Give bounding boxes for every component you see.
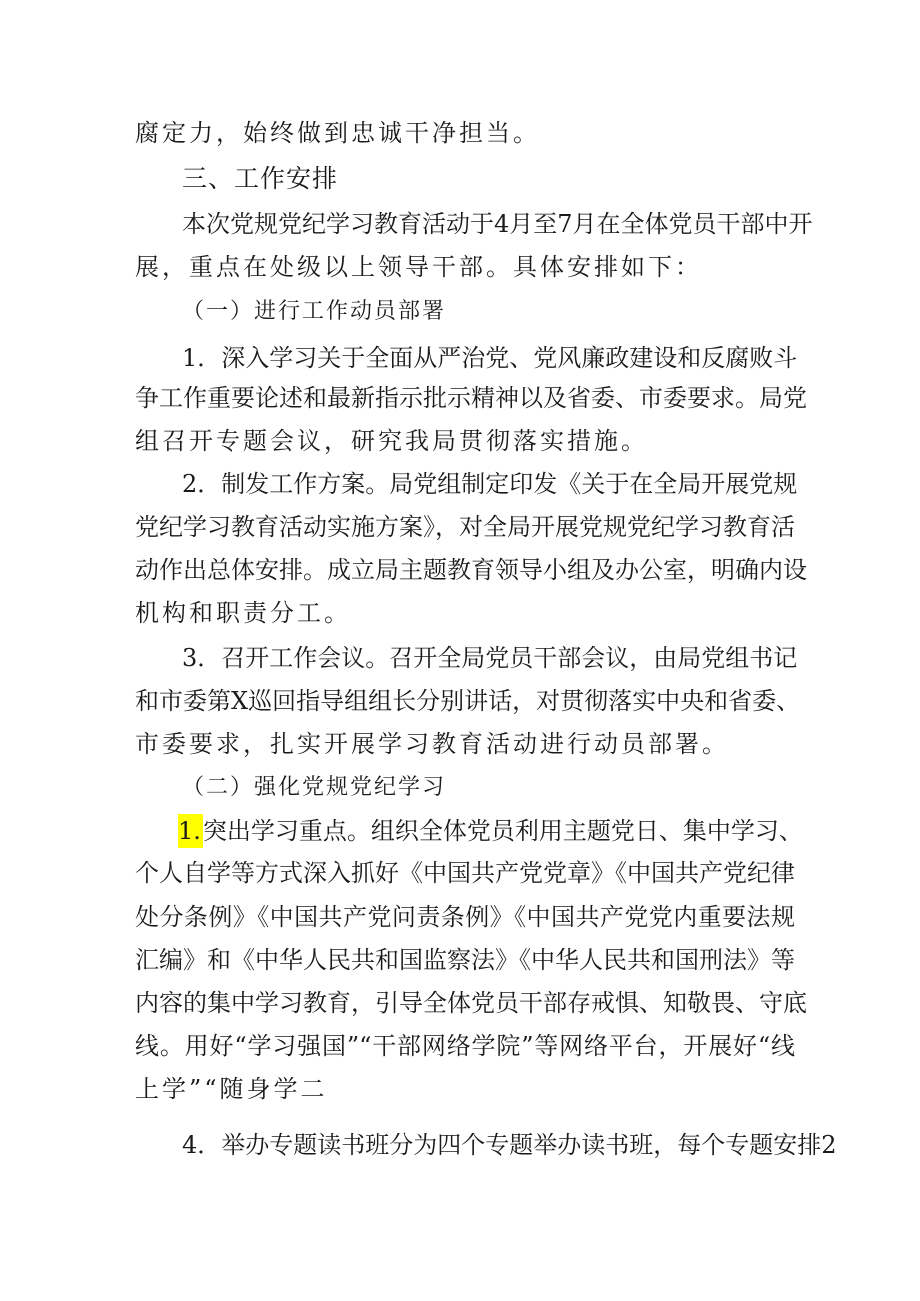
paragraph-line: 内容的集中学习教育，引导全体党员干部存戒惧、知敬畏、守底 — [135, 989, 807, 1017]
paragraph-line: 组召开专题会议，研究我局贯彻落实措施。 — [135, 427, 648, 455]
paragraph-line: 4．举办专题读书班分为四个专题举办读书班，每个专题安排2 — [182, 1131, 837, 1159]
paragraph-line: 汇编》和《中华人民共和国监察法》《中华人民共和国刑法》等 — [135, 946, 795, 974]
paragraph-line: 3．召开工作会议。召开全局党员干部会议，由局党组书记 — [182, 644, 798, 672]
paragraph-line: 机构和职责分工。 — [135, 599, 351, 627]
paragraph-line-first — [178, 814, 803, 848]
paragraph-line: 动作出总体安排。成立局主题教育领导小组及办公室，明确内设 — [135, 556, 807, 584]
paragraph-line: 1．深入学习关于全面从严治党、党风廉政建设和反腐败斗 — [182, 344, 798, 372]
paragraph-line: 腐定力，始终做到忠诚干净担当。 — [135, 119, 540, 147]
paragraph-line: 本次党规党纪学习教育活动于4月至7月在全体党员干部中开 — [182, 210, 813, 238]
subsection-heading: （一）进行工作动员部署 — [182, 299, 447, 324]
paragraph-line: 处分条例》《中国共产党问责条例》《中国共产党党内重要法规 — [135, 903, 795, 931]
highlighted-item-number: 1. — [178, 814, 203, 848]
paragraph-line: 个人自学等方式深入抓好《中国共产党党章》《中国共产党纪律 — [135, 859, 795, 887]
paragraph-line: 争工作重要论述和最新指示批示精神以及省委、市委要求。局党 — [135, 384, 807, 412]
paragraph-line: 上学”“随身学二 — [135, 1075, 328, 1103]
subsection-heading: （二）强化党规党纪学习 — [182, 775, 447, 800]
section-heading: 三、工作安排 — [182, 164, 339, 193]
paragraph-line: 展，重点在处级以上领导干部。具体安排如下： — [135, 253, 702, 281]
paragraph-line: 和市委第X巡回指导组组长分别讲话，对贯彻落实中央和省委、 — [135, 687, 801, 715]
paragraph-text: 突出学习重点。组织全体党员利用主题党日、集中学习、 — [202, 817, 803, 845]
paragraph-line: 市委要求，扎实开展学习教育活动进行动员部署。 — [135, 730, 729, 758]
paragraph-line: 党纪学习教育活动实施方案》，对全局开展党规党纪学习教育活 — [135, 513, 795, 541]
paragraph-line: 线。用好“学习强国”“干部网络学院”等网络平台，开展好“线 — [135, 1032, 795, 1060]
paragraph-line: 2．制发工作方案。局党组制定印发《关于在全局开展党规 — [182, 470, 798, 498]
